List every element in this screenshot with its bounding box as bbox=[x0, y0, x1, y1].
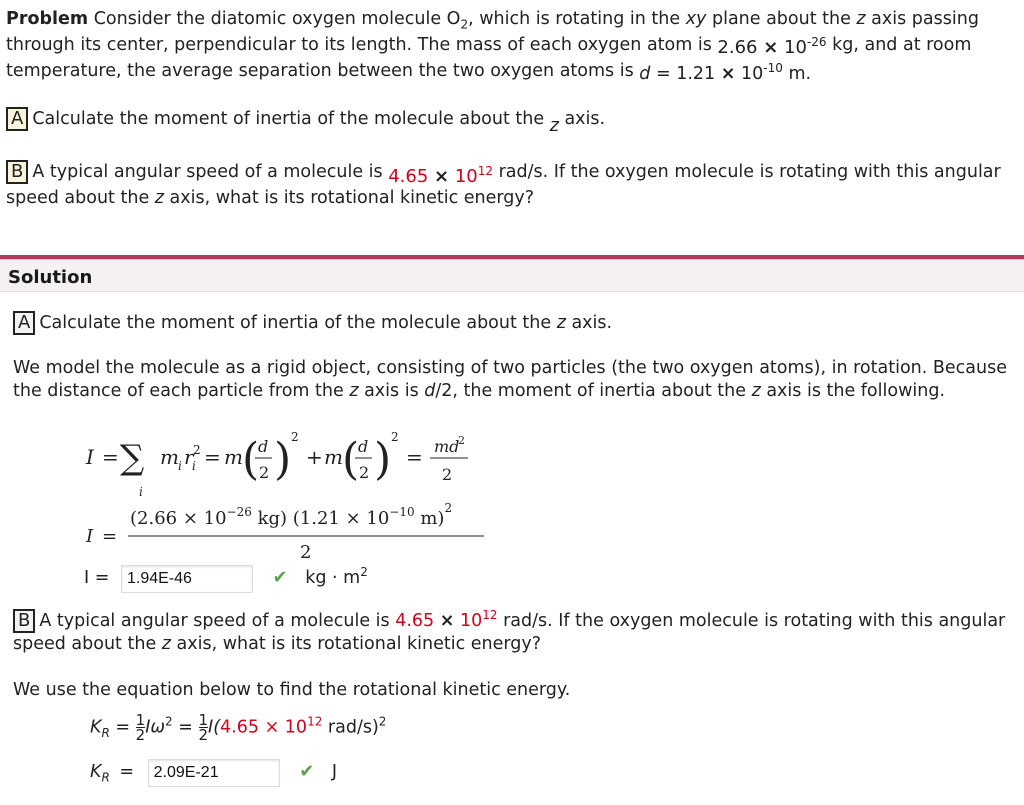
answer-a-input[interactable]: 1.94E-46 bbox=[121, 565, 253, 593]
svg-text:∑: ∑ bbox=[120, 438, 145, 478]
svg-text:2: 2 bbox=[458, 434, 465, 447]
svg-text:I: I bbox=[86, 526, 94, 547]
svg-text:+: + bbox=[306, 445, 323, 469]
solution-a-question: A Calculate the moment of inertia of the molecule about the z axis. bbox=[13, 311, 1013, 335]
svg-text:m: m bbox=[224, 445, 243, 469]
svg-text:2: 2 bbox=[291, 430, 299, 444]
solution-b-question: B A typical angular speed of a molecule is $4.65 \times 10^{12}$ rad/s. If the oxygen molecule is rotating with this angular speed about the z axis, what is its rotational kinetic energy? bbox=[13, 608, 1006, 654]
svg-text:(: ( bbox=[342, 434, 360, 485]
svg-text:i: i bbox=[192, 459, 196, 473]
mass-value: $2.66 \times 10^{-26}$ bbox=[717, 35, 827, 58]
svg-text:m: m bbox=[324, 445, 343, 469]
answer-b-input[interactable]: 2.09E-21 bbox=[148, 759, 280, 787]
svg-text:=: = bbox=[204, 445, 221, 469]
svg-text:i: i bbox=[139, 485, 143, 499]
problem-label: Problem bbox=[6, 9, 89, 29]
solution-a-label: A bbox=[13, 311, 35, 335]
svg-text:md: md bbox=[434, 437, 460, 456]
numeric-inertia-equation bbox=[80, 496, 520, 562]
svg-text:=: = bbox=[102, 445, 119, 469]
part-a-label: A bbox=[6, 107, 28, 131]
answer-b-unit: J bbox=[331, 762, 338, 782]
check-icon: ✔ bbox=[272, 567, 288, 588]
svg-text:=: = bbox=[406, 445, 423, 469]
solution-b-label: B bbox=[13, 609, 35, 633]
svg-text:m: m bbox=[160, 445, 179, 469]
answer-a-row bbox=[84, 564, 484, 593]
solution-omega-value: $4.65 \times 10^{12}$ bbox=[395, 608, 498, 631]
svg-text:(: ( bbox=[242, 434, 260, 485]
svg-text:): ) bbox=[274, 434, 292, 485]
part-b-question: B A typical angular speed of a molecule is $4.65 \times 10^{12}$ rad/s. If the oxygen molecule is rotating with this angular speed about the z axis, what is its rotational kinetic energy? bbox=[6, 161, 1001, 208]
svg-text:r: r bbox=[184, 445, 194, 469]
svg-text:2: 2 bbox=[442, 465, 453, 484]
part-a-question: A Calculate the moment of inertia of the molecule about the z axis. bbox=[6, 106, 1016, 132]
svg-text:i: i bbox=[178, 459, 182, 473]
svg-text:d: d bbox=[358, 437, 369, 456]
ke-omega-value: 4.65 × 10 bbox=[220, 717, 308, 738]
svg-text:2: 2 bbox=[259, 463, 270, 482]
svg-text:(2.66 × 10−26 kg) (1.21 × 10−1: ($2.66 \times 10^{-26}$ kg) ($1.21 \times 10^{-10}$ m)$^2$ bbox=[130, 501, 453, 529]
svg-text:2: 2 bbox=[300, 542, 312, 562]
svg-text:=: = bbox=[102, 526, 118, 547]
svg-text:d: d bbox=[258, 437, 269, 456]
svg-text:): ) bbox=[374, 434, 392, 485]
solution-a-model-text: We model the molecule as a rigid object, consisting of two particles (the two oxygen atoms), in rotation. Because the distance of each particle from the z axis is d/2, the moment of inertia about the z axis is the following. bbox=[13, 358, 1007, 401]
answer-b-row: $K_R = 2.09E-21$ ✔ J bbox=[90, 758, 490, 787]
omega-value: $4.65 \times 10^{12}$ bbox=[388, 164, 494, 187]
kinetic-energy-equation: $K_R = \frac{1}{2}I\omega^2 = \frac{1}{2}I(4.65 \times 10^{12}$ rad/s)$^2$ bbox=[90, 711, 387, 744]
svg-text:2: 2 bbox=[391, 430, 399, 444]
answer-a-unit: kg · $m^2$ bbox=[305, 565, 368, 588]
svg-text:I: I bbox=[86, 445, 94, 469]
solution-b-intro: We use the equation below to find the rotational kinetic energy. bbox=[13, 680, 571, 700]
moment-of-inertia-equation bbox=[80, 428, 540, 503]
check-icon: ✔ bbox=[299, 761, 315, 782]
svg-text:2: 2 bbox=[193, 443, 201, 457]
part-b-label: B bbox=[6, 160, 28, 184]
answer-a-label: I = bbox=[84, 568, 110, 588]
d-value: $1.21 \times 10^{-10}$ bbox=[676, 61, 783, 84]
problem-statement: Problem Consider the diatomic oxygen molecule $O_2$, which is rotating in the xy plane about the z axis passing through its center, perpendicular to its length. The mass of each oxygen atom is $2.66 \times 10^{-26}$ kg, and at room temperature, the average separation between the two oxygen atoms is $d = 1.21 \times 10^{-10}$ m. bbox=[6, 9, 979, 84]
svg-text:2: 2 bbox=[359, 463, 370, 482]
solution-header: Solution bbox=[0, 259, 1024, 292]
